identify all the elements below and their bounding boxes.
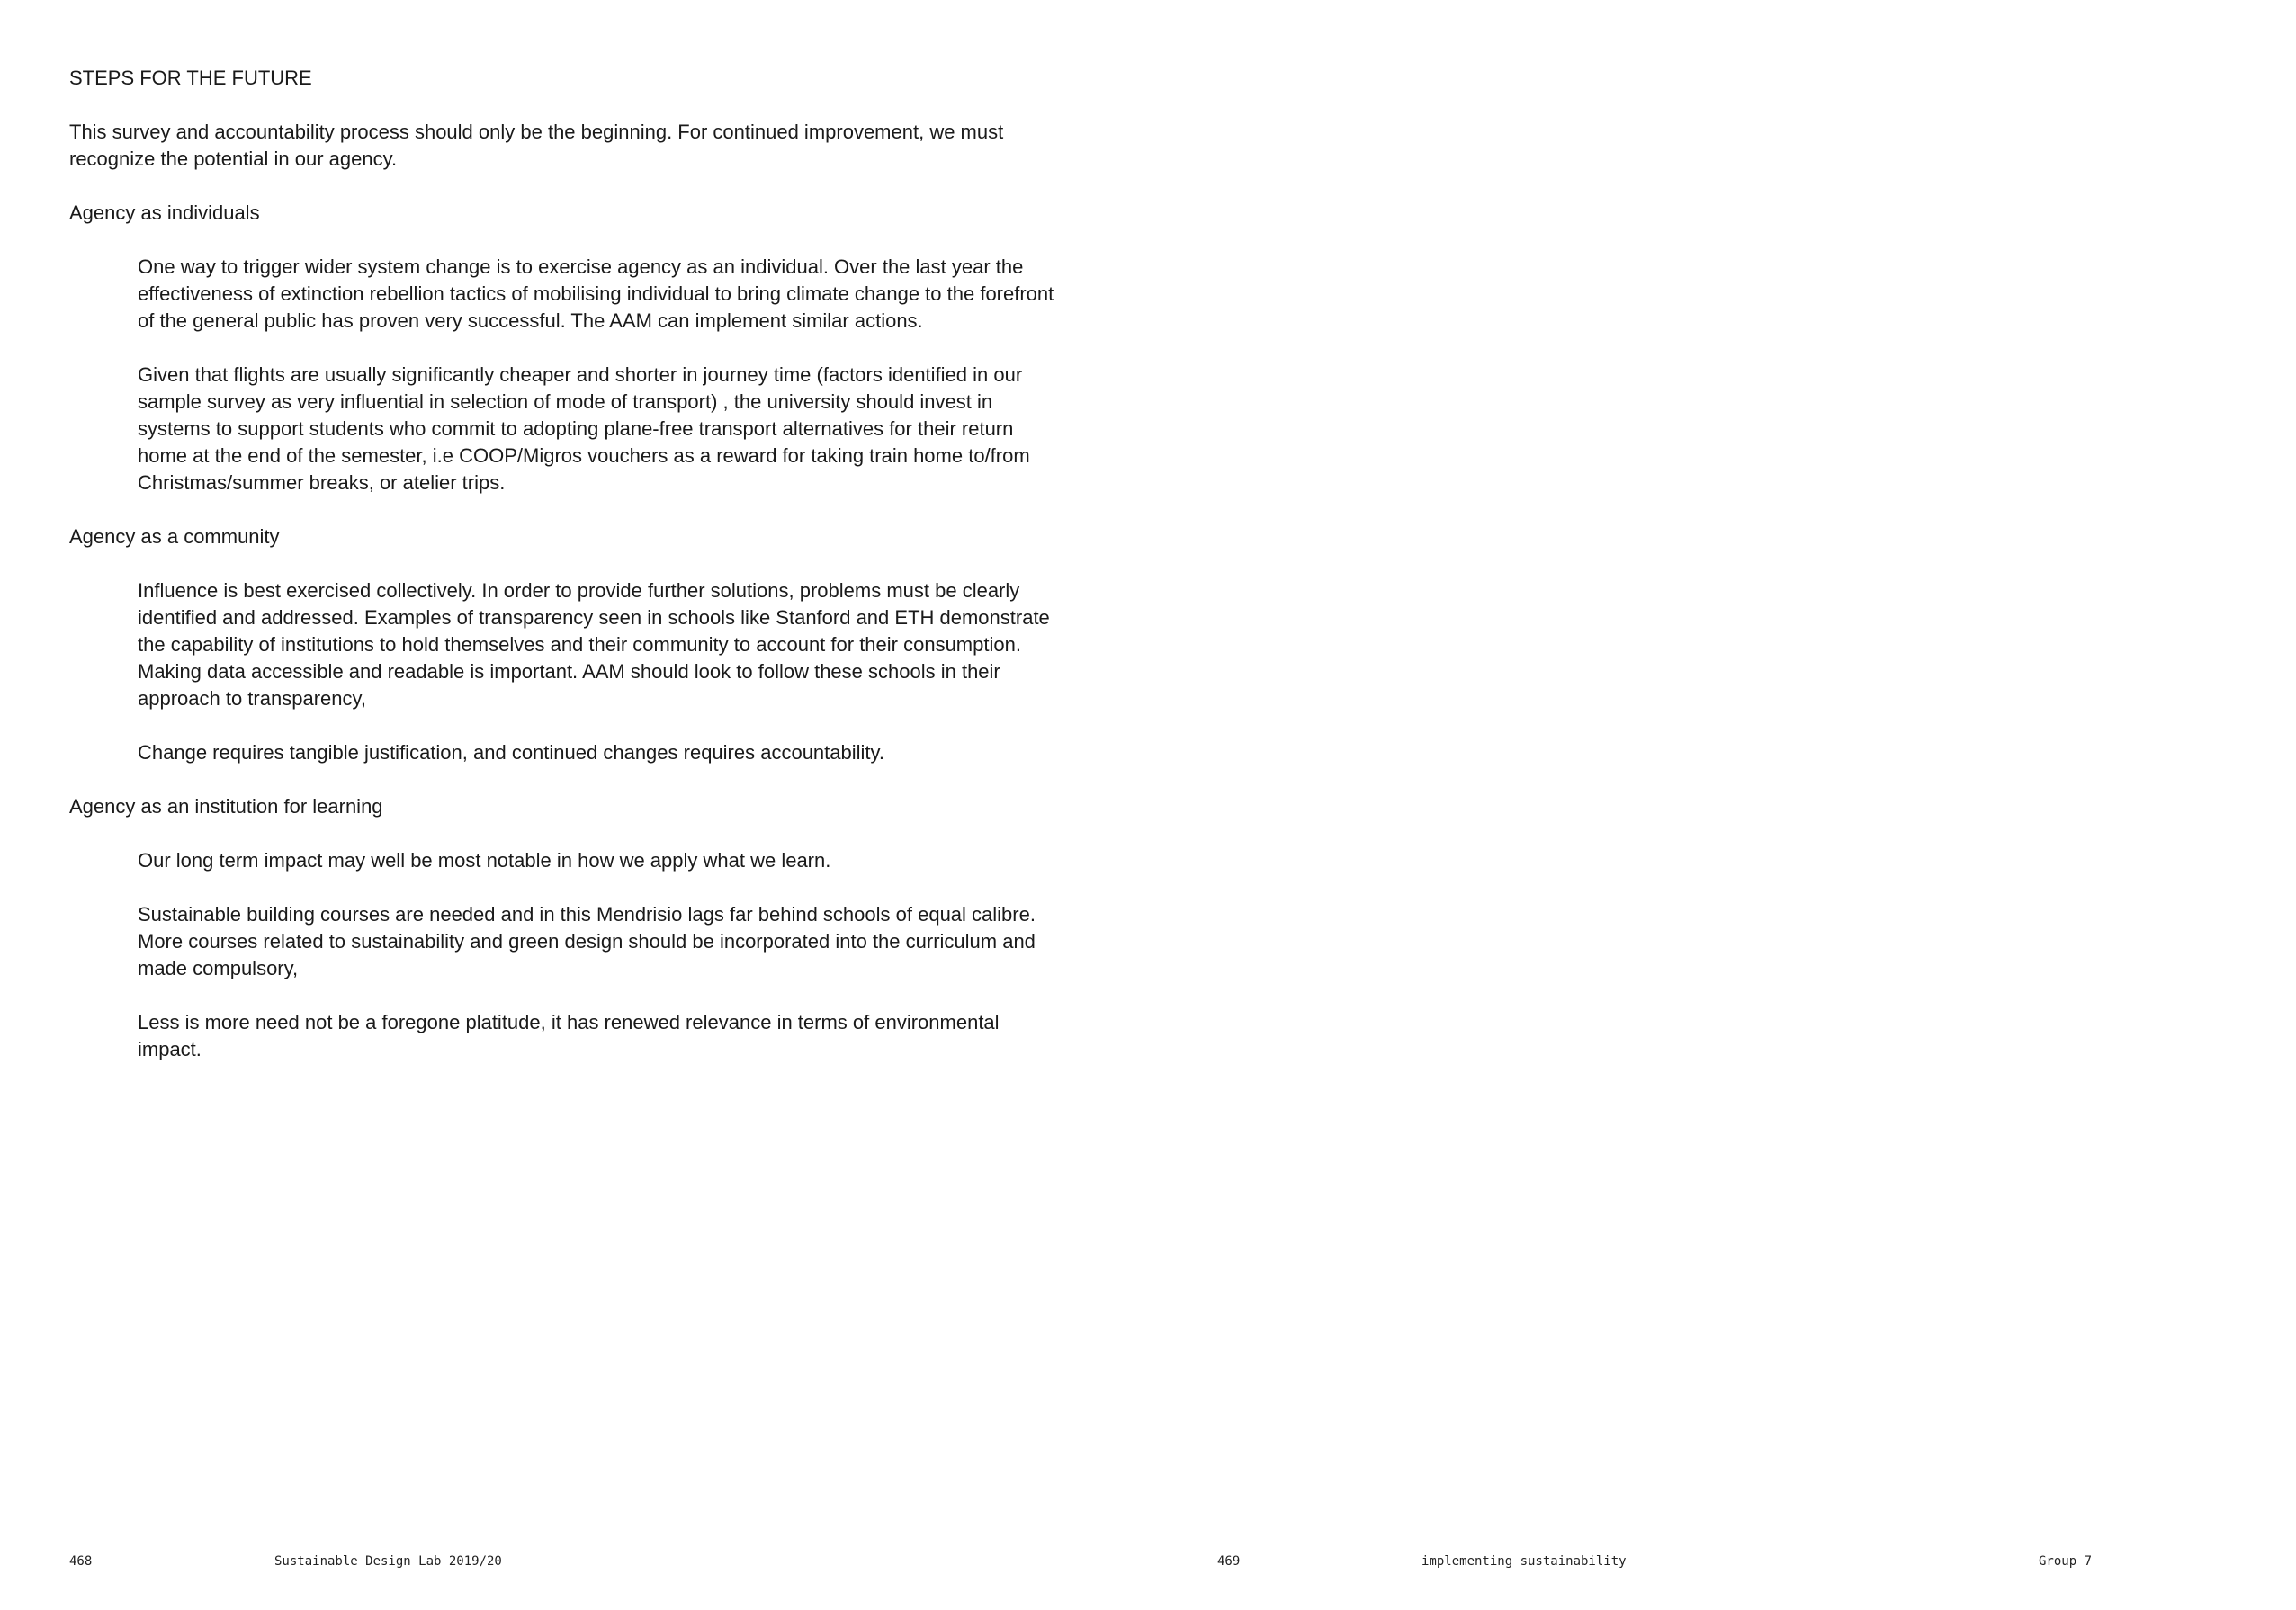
footer-label-left: Sustainable Design Lab 2019/20 bbox=[274, 1554, 502, 1569]
paragraph: Sustainable building courses are needed and in this Mendrisio lags far behind schools of equal calibre. More courses related to sustainability and green design should be incorporated into the curriculum and made compulsory, bbox=[138, 903, 1036, 979]
page-number-right: 469 bbox=[1217, 1554, 1241, 1569]
footer-label-right: implementing sustainability bbox=[1422, 1554, 1627, 1569]
page-content bbox=[69, 65, 1068, 1090]
paragraph: Less is more need not be a foregone platitude, it has renewed relevance in terms of environmental impact. bbox=[138, 1011, 1000, 1060]
paragraph: One way to trigger wider system change is to exercise agency as an individual. Over the last year the effectiveness of extinction rebellion tactics of mobilising individual to bring climate change to the forefront of the general public has proven very successful. The AAM can implement similar actions. bbox=[138, 255, 1054, 332]
intro-paragraph: This survey and accountability process should only be the beginning. For continued improvement, we must recognize the potential in our agency. bbox=[69, 121, 1004, 170]
page-title: STEPS FOR THE FUTURE bbox=[69, 67, 312, 89]
paragraph: Given that flights are usually significantly cheaper and shorter in journey time (factors identified in our sample survey as very influential in selection of mode of transport) , the university should invest in systems to support students who commit to adopting plane-free transport alternatives for their return home at the end of the semester, i.e COOP/Migros vouchers as a reward for taking train home to/from Christmas/summer breaks, or atelier trips. bbox=[138, 363, 1030, 494]
right-page bbox=[1148, 0, 2296, 1610]
paragraph: Our long term impact may well be most notable in how we apply what we learn. bbox=[138, 849, 831, 872]
page-number-left: 468 bbox=[69, 1554, 93, 1569]
section-heading-community: Agency as a community bbox=[69, 525, 280, 548]
section-heading-individuals: Agency as individuals bbox=[69, 201, 260, 224]
footer-group: Group 7 bbox=[2039, 1554, 2093, 1569]
paragraph: Change requires tangible justification, and continued changes requires accountability. bbox=[138, 741, 885, 764]
paragraph: Influence is best exercised collectively. In order to provide further solutions, problems must be clearly identified and addressed. Examples of transparency seen in schools like Stanford and ETH demonstrate the capability of institutions to hold themselves and their community to account for their consumption. Making data accessible and readable is important. AAM should look to follow these schools in their approach to transparency, bbox=[138, 579, 1050, 710]
section-heading-institution: Agency as an institution for learning bbox=[69, 795, 383, 818]
